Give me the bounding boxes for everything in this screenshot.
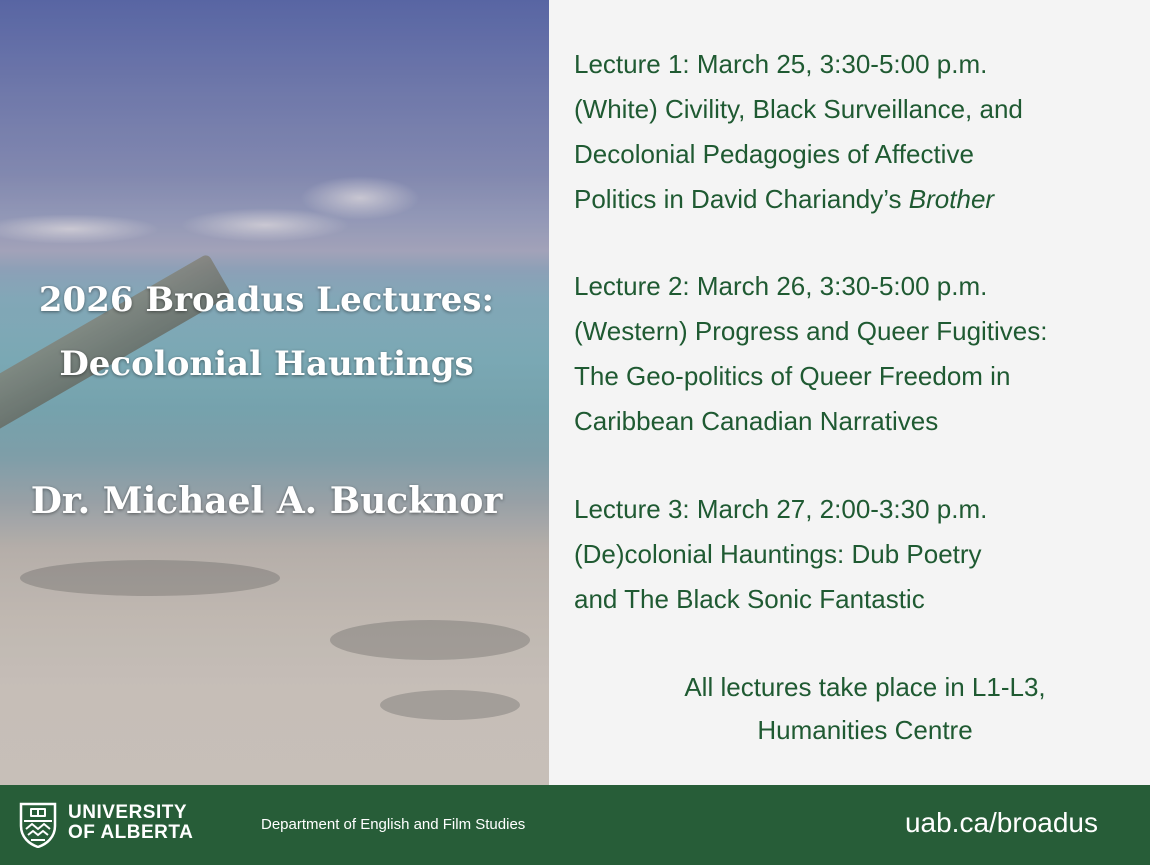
lecture-heading: Lecture 2: March 26, 3:30-5:00 p.m. xyxy=(574,271,988,301)
speaker-name: Dr. Michael A. Bucknor xyxy=(30,480,503,522)
lecture-title-line: (Western) Progress and Queer Fugitives: xyxy=(574,316,1048,346)
lecture-title-line: Decolonial Pedagogies of Affective xyxy=(574,139,974,169)
book-title: Brother xyxy=(908,184,995,214)
lecture-2 xyxy=(574,264,1047,444)
lecture-heading: Lecture 1: March 25, 3:30-5:00 p.m. xyxy=(574,49,988,79)
lecture-title-line: (White) Civility, Black Surveillance, and xyxy=(574,94,1023,124)
university-wordmark xyxy=(68,803,193,843)
lecture-title-line: and The Black Sonic Fantastic xyxy=(574,584,925,614)
lecture-title-line: Caribbean Canadian Narratives xyxy=(574,406,939,436)
lecture-title-line: (De)colonial Hauntings: Dub Poetry xyxy=(574,539,982,569)
lecture-title-text: Politics in David Chariandy’s xyxy=(574,184,902,214)
venue-note xyxy=(580,666,1150,752)
lecture-list xyxy=(574,42,1134,614)
lecture-title-line xyxy=(574,177,1134,222)
venue-line: Humanities Centre xyxy=(757,715,973,745)
lecture-title-line: The Geo-politics of Queer Freedom in xyxy=(574,361,1011,391)
photo-overlay xyxy=(0,0,549,785)
wordmark-line1: UNIVERSITY xyxy=(68,802,188,823)
venue-line: All lectures take place in L1-L3, xyxy=(684,672,1046,702)
event-title-line2: Decolonial Hauntings xyxy=(59,344,474,384)
lecture-1 xyxy=(574,42,1134,222)
wordmark-line2: OF ALBERTA xyxy=(68,822,194,843)
beach-photo xyxy=(0,0,549,785)
lecture-heading: Lecture 3: March 27, 2:00-3:30 p.m. xyxy=(574,494,988,524)
department-name: Department of English and Film Studies xyxy=(261,816,526,833)
footer-bar xyxy=(0,785,1150,865)
university-crest-icon xyxy=(18,800,58,848)
lecture-3 xyxy=(574,487,987,622)
event-title-line1: 2026 Broadus Lectures: xyxy=(38,280,495,320)
event-url[interactable]: uab.ca/broadus xyxy=(904,807,1098,838)
